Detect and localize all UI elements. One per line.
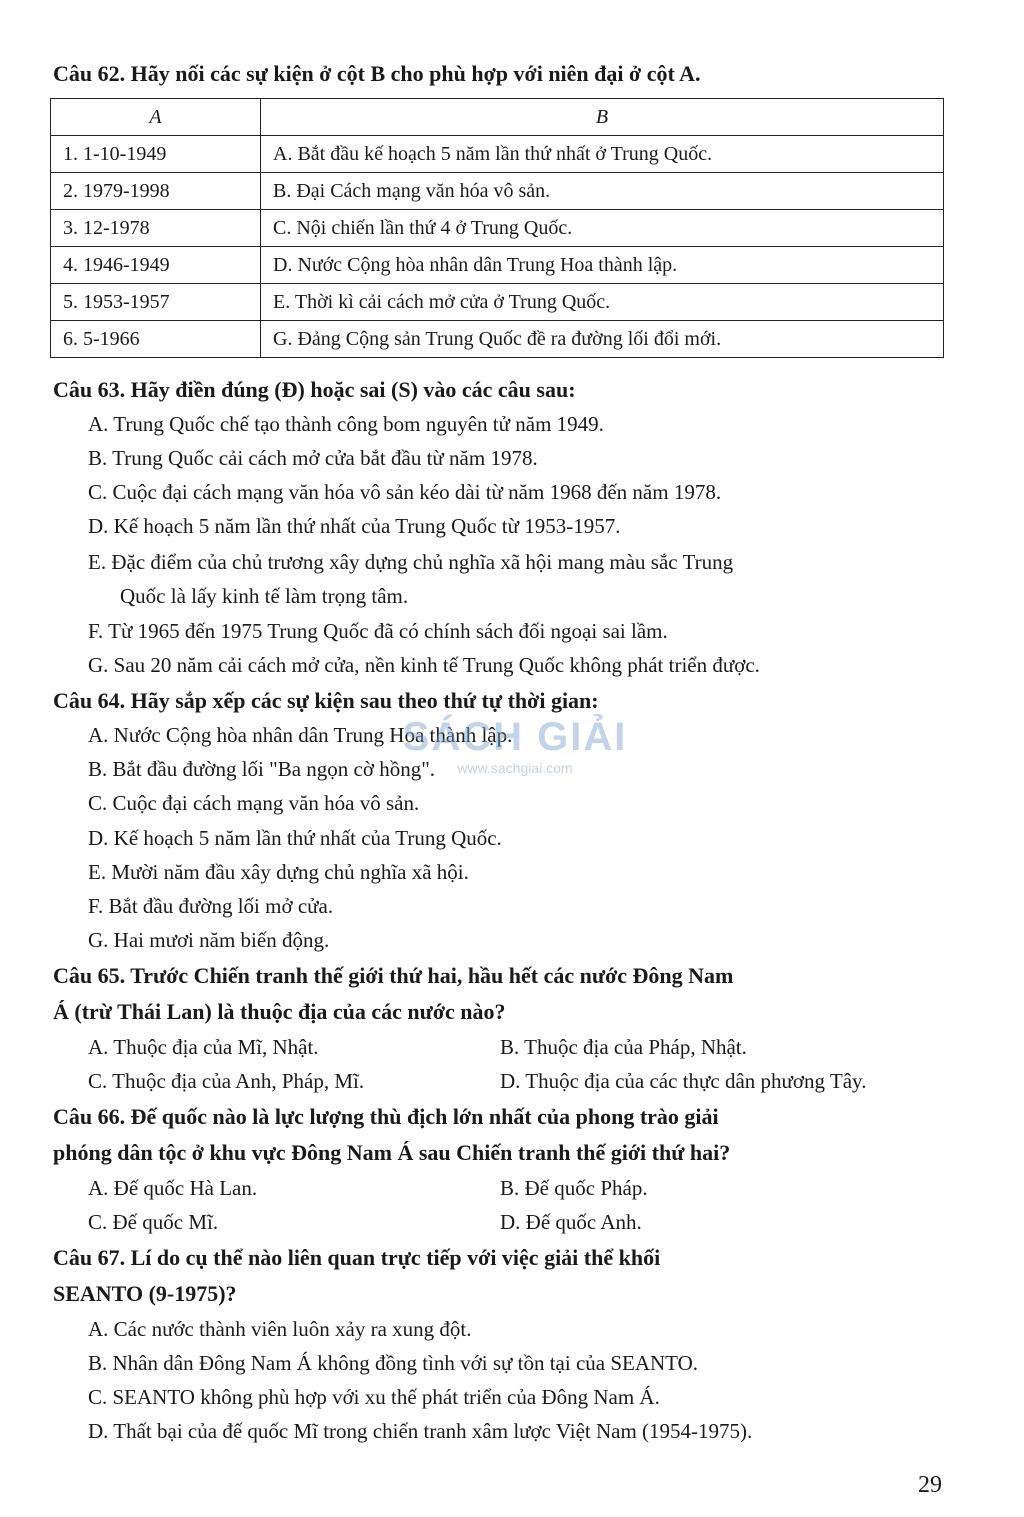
q67-option-b: B. Nhân dân Đông Nam Á không đồng tình với sự tồn tại của SEANTO. — [88, 1351, 699, 1375]
question-63-title: Câu 63. Hãy điền đúng (Đ) hoặc sai (S) vào các câu sau: — [53, 377, 576, 402]
q63-option-b: B. Trung Quốc cải cách mở cửa bắt đầu từ năm 1978. — [88, 446, 538, 470]
q64-option-c: C. Cuộc đại cách mạng văn hóa vô sản. — [88, 791, 420, 815]
event-cell: A. Bắt đầu kế hoạch 5 năm lần thứ nhất ở Trung Quốc. — [261, 136, 944, 173]
q67-option-a: A. Các nước thành viên luôn xảy ra xung đột. — [88, 1317, 472, 1341]
table-row — [51, 284, 944, 321]
date-cell: 1. 1-10-1949 — [51, 136, 261, 173]
q66-option-d: D. Đế quốc Anh. — [500, 1210, 642, 1234]
watermark-url: www.sachgiai.com — [457, 760, 573, 776]
q65-option-b: B. Thuộc địa của Pháp, Nhật. — [500, 1035, 747, 1059]
date-cell: 3. 12-1978 — [51, 210, 261, 247]
q64-option-e: E. Mười năm đầu xây dựng chủ nghĩa xã hội. — [88, 860, 469, 884]
q63-option-d: D. Kế hoạch 5 năm lần thứ nhất của Trung Quốc từ 1953-1957. — [88, 514, 621, 538]
event-cell: E. Thời kì cải cách mở cửa ở Trung Quốc. — [261, 284, 944, 321]
event-cell: D. Nước Cộng hòa nhân dân Trung Hoa thành lập. — [261, 247, 944, 284]
q65-option-a: A. Thuộc địa của Mĩ, Nhật. — [88, 1035, 319, 1059]
q64-option-b: B. Bắt đầu đường lối "Ba ngọn cờ hồng". — [88, 757, 436, 781]
page-number: 29 — [918, 1472, 942, 1498]
event-cell: G. Đảng Cộng sản Trung Quốc đề ra đường lối đổi mới. — [261, 321, 944, 358]
q67-option-d: D. Thất bại của đế quốc Mĩ trong chiến tranh xâm lược Việt Nam (1954-1975). — [88, 1419, 753, 1443]
q66-option-b: B. Đế quốc Pháp. — [500, 1176, 648, 1200]
event-cell: B. Đại Cách mạng văn hóa vô sản. — [261, 173, 944, 210]
q63-option-e: E. Đặc điểm của chủ trương xây dựng chủ nghĩa xã hội mang màu sắc Trung — [88, 550, 734, 574]
question-62-title: Câu 62. Hãy nối các sự kiện ở cột B cho phù hợp với niên đại ở cột A. — [53, 61, 701, 86]
q66-option-a: A. Đế quốc Hà Lan. — [88, 1176, 258, 1200]
q63-option-g: G. Sau 20 năm cải cách mở cửa, nền kinh tế Trung Quốc không phát triển được. — [88, 653, 760, 677]
table-row — [51, 173, 944, 210]
table-row — [51, 136, 944, 173]
question-64-title: Câu 64. Hãy sắp xếp các sự kiện sau theo thứ tự thời gian: — [53, 688, 599, 713]
table-row — [51, 247, 944, 284]
date-cell: 6. 5-1966 — [51, 321, 261, 358]
date-cell: 4. 1946-1949 — [51, 247, 261, 284]
q63-option-a: A. Trung Quốc chế tạo thành công bom nguyên tử năm 1949. — [88, 412, 604, 436]
question-67-title-line2: SEANTO (9-1975)? — [53, 1281, 237, 1306]
q64-option-g: G. Hai mươi năm biến động. — [88, 928, 330, 952]
question-65-title-line1: Câu 65. Trước Chiến tranh thế giới thứ hai, hầu hết các nước Đông Nam — [53, 963, 734, 988]
question-66-title-line1: Câu 66. Đế quốc nào là lực lượng thù địch lớn nhất của phong trào giải — [53, 1104, 719, 1129]
q64-option-d: D. Kế hoạch 5 năm lần thứ nhất của Trung Quốc. — [88, 826, 502, 850]
table-header-row — [51, 99, 944, 136]
table-row — [51, 321, 944, 358]
q65-option-d: D. Thuộc địa của các thực dân phương Tây. — [500, 1069, 867, 1093]
table-row — [51, 210, 944, 247]
q64-option-f: F. Bắt đầu đường lối mở cửa. — [88, 894, 334, 918]
question-65-title-line2: Á (trừ Thái Lan) là thuộc địa của các nước nào? — [53, 999, 506, 1024]
question-67-title-line1: Câu 67. Lí do cụ thể nào liên quan trực tiếp với việc giải thể khối — [53, 1245, 661, 1270]
watermark-logo — [395, 715, 635, 805]
q66-option-c: C. Đế quốc Mĩ. — [88, 1210, 219, 1234]
q63-option-c: C. Cuộc đại cách mạng văn hóa vô sản kéo dài từ năm 1968 đến năm 1978. — [88, 480, 722, 504]
column-a-header: A — [51, 99, 261, 136]
event-cell: C. Nội chiến lần thứ 4 ở Trung Quốc. — [261, 210, 944, 247]
date-cell: 5. 1953-1957 — [51, 284, 261, 321]
q63-option-e-continued: Quốc là lấy kinh tế làm trọng tâm. — [120, 584, 409, 608]
date-cell: 2. 1979-1998 — [51, 173, 261, 210]
matching-table — [50, 98, 944, 358]
q64-option-a: A. Nước Cộng hòa nhân dân Trung Hoa thành lập. — [88, 723, 513, 747]
q63-option-f: F. Từ 1965 đến 1975 Trung Quốc đã có chính sách đối ngoại sai lầm. — [88, 619, 668, 643]
question-66-title-line2: phóng dân tộc ở khu vực Đông Nam Á sau Chiến tranh thế giới thứ hai? — [53, 1140, 731, 1165]
watermark-text: SÁCH GIẢI — [402, 715, 628, 759]
q65-option-c: C. Thuộc địa của Anh, Pháp, Mĩ. — [88, 1069, 365, 1093]
column-b-header: B — [261, 99, 944, 136]
q67-option-c: C. SEANTO không phù hợp với xu thế phát triển của Đông Nam Á. — [88, 1385, 660, 1409]
